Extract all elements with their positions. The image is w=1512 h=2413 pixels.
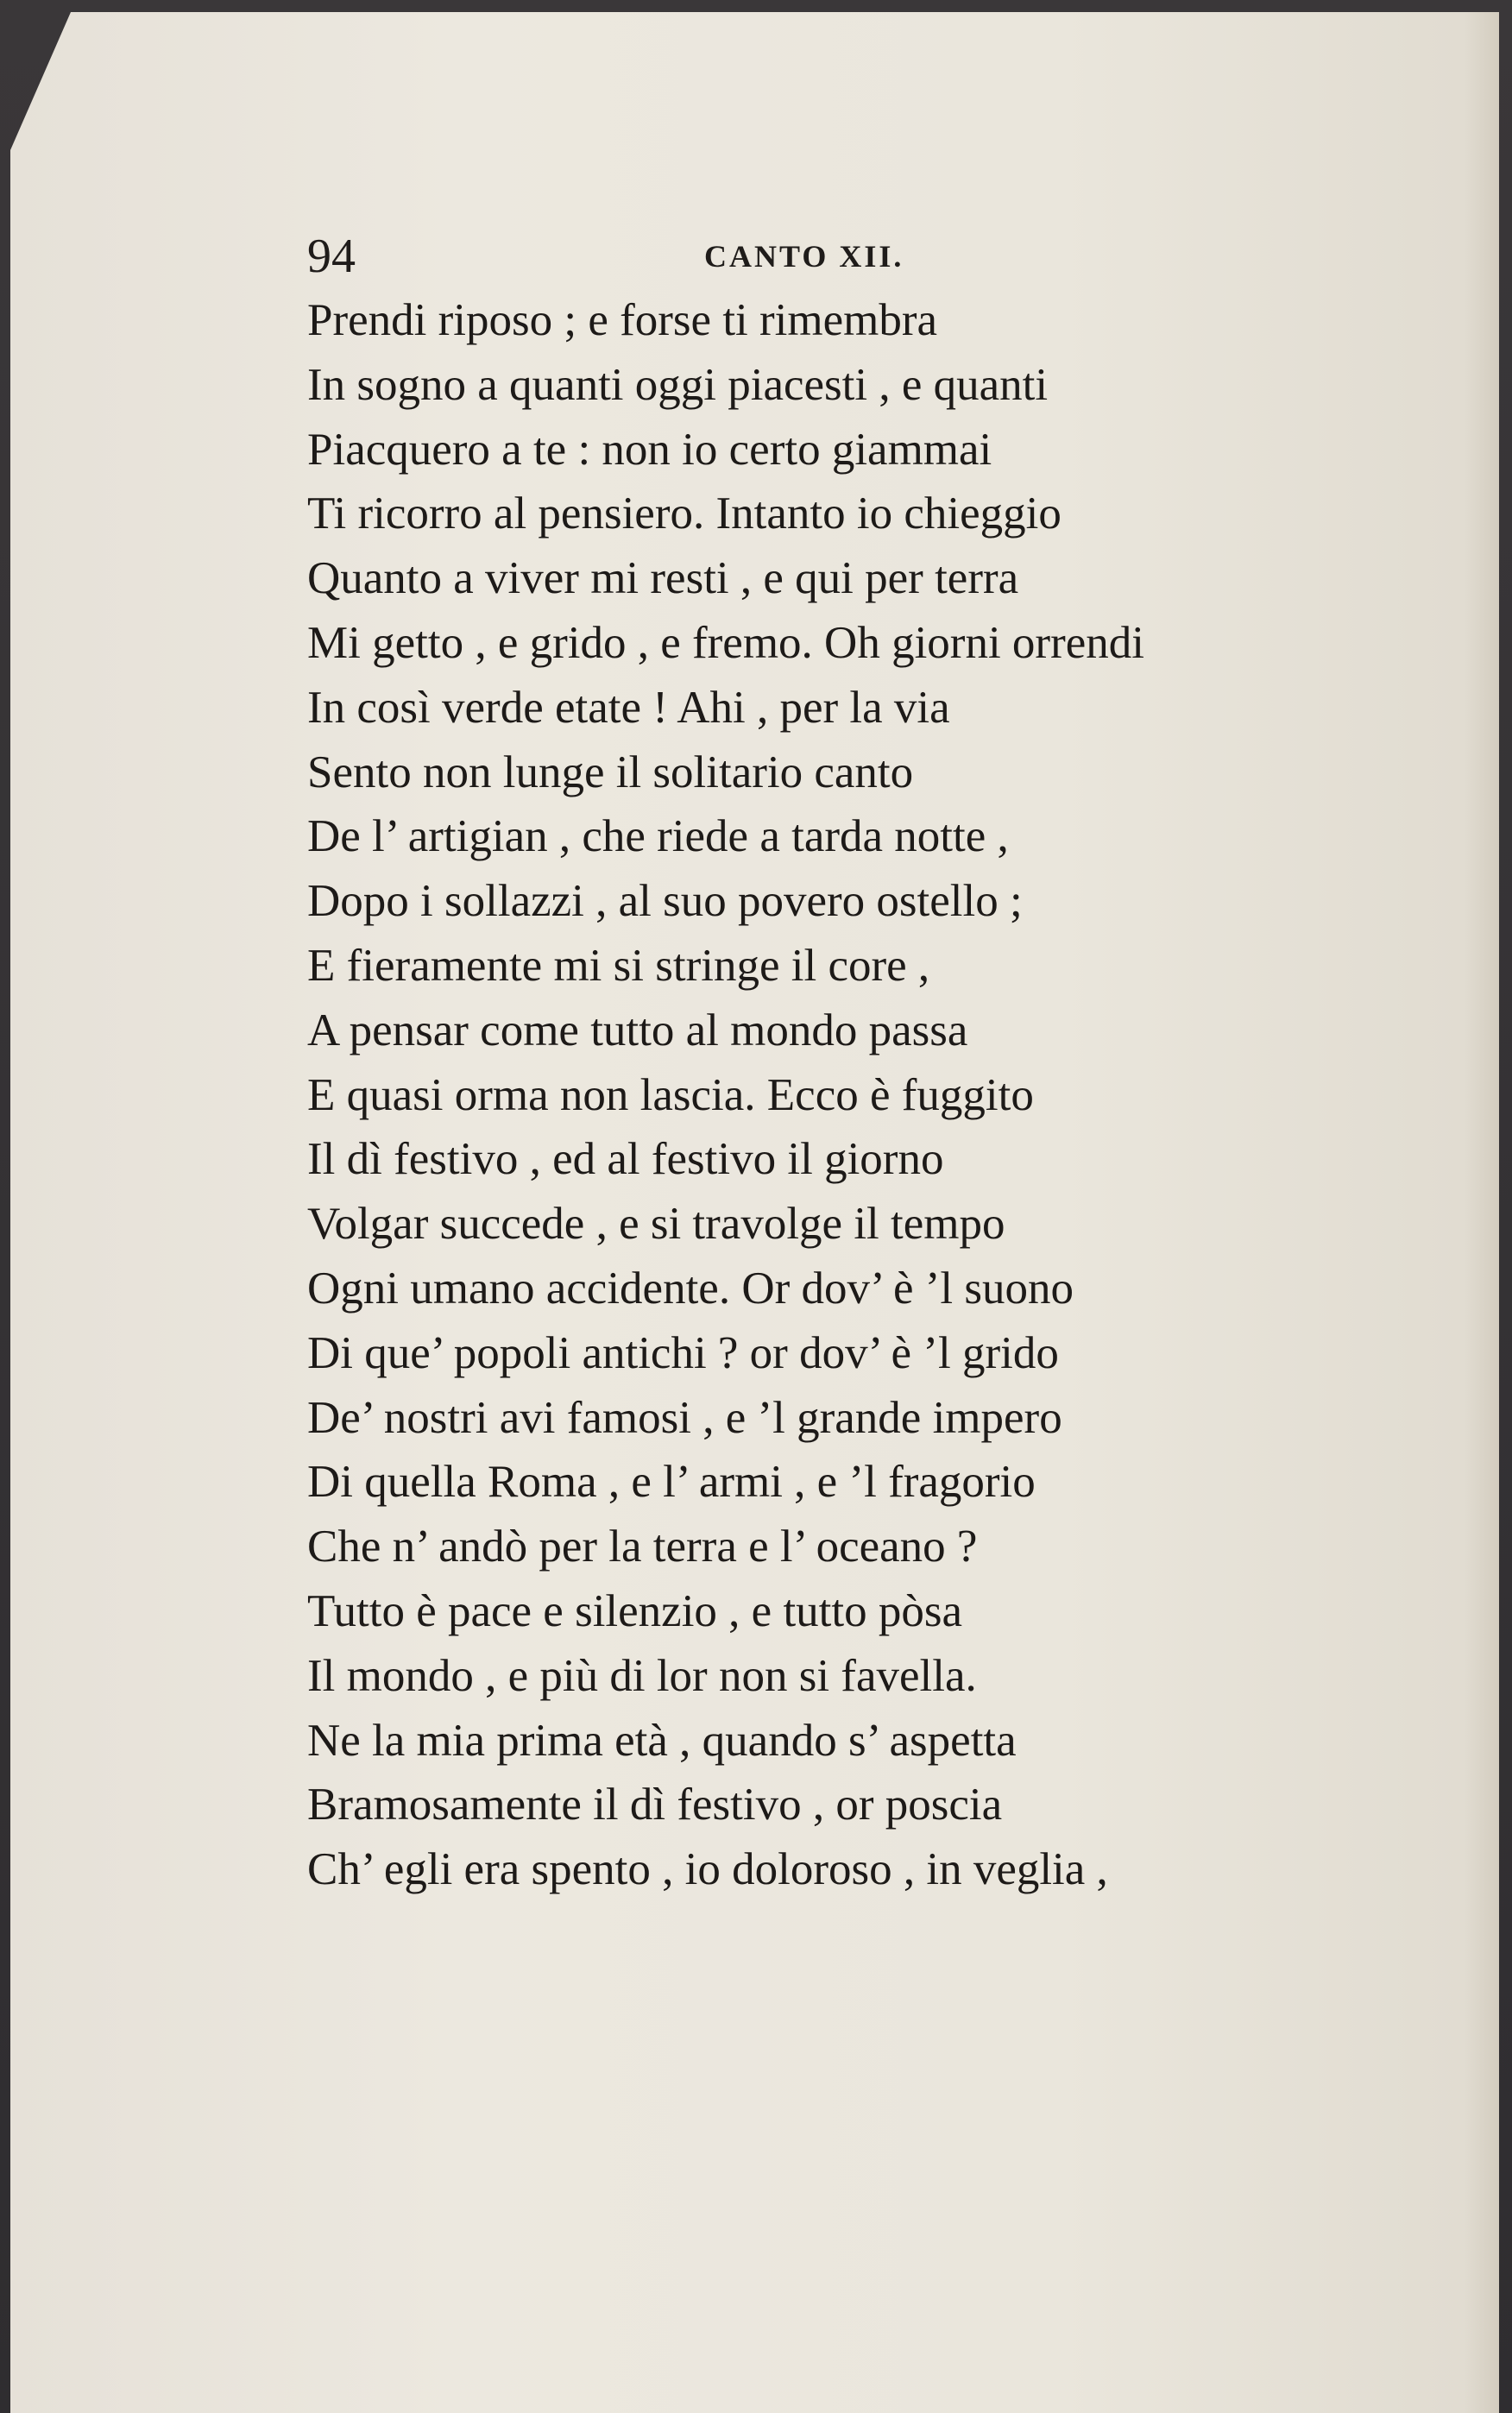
verse-line: E quasi orma non lascia. Ecco è fuggito [307, 1069, 1034, 1120]
verse-line: E fieramente mi si stringe il core , [307, 940, 930, 991]
verse-line: Sento non lunge il solitario canto [307, 747, 914, 797]
verse-line: Di quella Roma , e l’ armi , e ’l fragorio [307, 1457, 1036, 1508]
poem-verses [307, 288, 1429, 1902]
verse-line: Prendi riposo ; e forse ti rimembra [307, 295, 938, 345]
verse-line: In sogno a quanti oggi piacesti , e quanti [307, 359, 1049, 410]
verse-line: In così verde etate ! Ahi , per la via [307, 682, 950, 733]
verse-line: Volgar succede , e si travolge il tempo [307, 1199, 1005, 1250]
verse-line: De’ nostri avi famosi , e ’l grande impero [307, 1392, 1062, 1443]
verse-line: Ti ricorro al pensiero. Intanto io chieggio [307, 488, 1062, 539]
verse-line: Mi getto , e grido , e fremo. Oh giorni orrendi [307, 617, 1144, 668]
verse-line: Di que’ popoli antichi ? or dov’ è ’l grido [307, 1327, 1059, 1378]
verse-line: Tutto è pace e silenzio , e tutto pòsa [307, 1585, 963, 1636]
verse-line: Il dì festivo , ed al festivo il giorno [307, 1134, 944, 1185]
verse-line: Che n’ andò per la terra e l’ oceano ? [307, 1522, 978, 1572]
page-number: 94 [307, 230, 356, 283]
running-head: CANTO XII. [704, 239, 904, 274]
verse-line: Il mondo , e più di lor non si favella. [307, 1650, 977, 1701]
verse-line: Bramosamente il dì festivo , or poscia [307, 1780, 1003, 1830]
verse-line: Dopo i sollazzi , al suo povero ostello ; [307, 876, 1023, 927]
verse-line: Ch’ egli era spento , io doloroso , in veglia , [307, 1844, 1108, 1895]
verse-line: Quanto a viver mi resti , e qui per terra [307, 553, 1019, 604]
verse-line: Ogni umano accidente. Or dov’ è ’l suono [307, 1263, 1074, 1314]
verse-line: De l’ artigian , che riede a tarda notte , [307, 811, 1009, 862]
verse-line: A pensar come tutto al mondo passa [307, 1005, 968, 1055]
page-header [307, 226, 963, 287]
verse-line: Ne la mia prima età , quando s’ aspetta [307, 1715, 1017, 1766]
verse-line: Piacquero a te : non io certo giammai [307, 424, 992, 475]
